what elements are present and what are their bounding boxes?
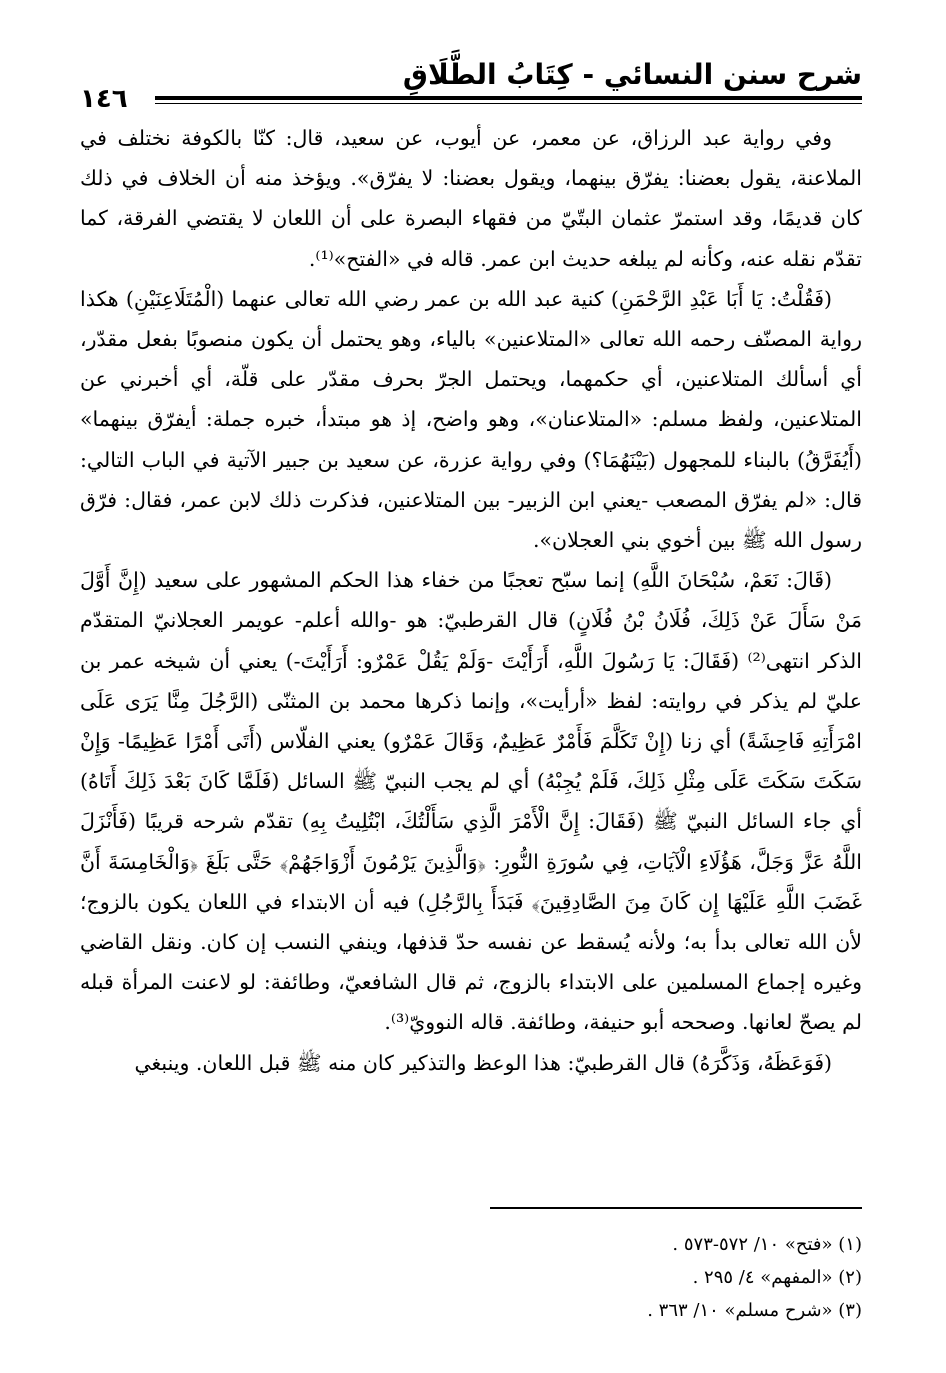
paragraph-4: (فَوَعَظَهُ، وَذَكَّرَهُ) قال القرطبيّ: هذا الوعظ والتذكير كان منه ﷺ قبل اللعان. وينبغي — [134, 1050, 832, 1075]
footnotes — [400, 1228, 862, 1327]
paragraph-2: (فَقُلْتُ: يَا أَبَا عَبْدِ الرَّحْمَنِ) كنية عبد الله بن عمر رضي الله تعالى عنهما (الْمُتَلَاعِنَيْنِ) هكذا رواية المصنّف رحمه الله تعالى «المتلاعنين» بالياء، وهو يحتمل أن يكون منصوبًا بفعل مقدّر، أي أسألك المتلاعنين، أي حكمهما، ويحتمل الجرّ بحرف مقدّر على قلّة، أي أخبرني عن المتلاعنين، ولفظ مسلم: «المتلاعنان»، وهو واضح، إذ هو مبتدأ، خبره جملة: أيفرّق بينهما» (أَيُفَرَّقُ) بالبناء للمجهول (بَيْنَهُمَا؟) وفي رواية عزرة، عن سعيد بن جبير الآتية في الباب التالي: قال: «لم يفرّق المصعب -يعني ابن الزبير- بين المتلاعنين، فذكرت ذلك لابن عمر، فقال: فرّق رسول الله ﷺ بين أخوي بني العجلان». — [80, 286, 862, 553]
paragraph-3: (قَالَ: نَعَمْ، سُبْحَانَ اللَّهِ) إنما سبّح تعجبًا من خفاء هذا الحكم المشهور على سعيد (إِنَّ أَوَّلَ مَنْ سَأَلَ عَنْ ذَلِكَ، فُلَانُ بْنُ فُلَانٍ) قال القرطبيّ: هو -والله أعلم- عويمر العجلانيّ المتقدّم الذكر انتهى⁽²⁾ (فَقَالَ: يَا رَسُولَ اللَّهِ، أَرَأَيْتَ -وَلَمْ يَقُلْ عَمْرٌو: أَرَأَيْتَ-) يعني أن شيخه عمر بن عليّ لم يذكر في روايته: لفظ «أرأيت»، وإنما ذكرها محمد بن المثنّى (الرَّجُلَ مِنَّا يَرَى عَلَى امْرَأَتِهِ فَاحِشَةً) أي زنا (إِنْ تَكَلَّمَ فَأَمْرٌ عَظِيمٌ، وَقَالَ عَمْرٌو) يعني الفلّاس (أَتَى أَمْرًا عَظِيمًا- وَإِنْ سَكَتَ سَكَتَ عَلَى مِثْلِ ذَلِكَ، فَلَمْ يُجِبْهُ) أي لم يجب النبيّ ﷺ السائل (فَلَمَّا كَانَ بَعْدَ ذَلِكَ أَتَاهُ) أي جاء السائل النبيّ ﷺ (فَقَالَ: إِنَّ الْأَمْرَ الَّذِي سَأَلْتُكَ، ابْتُلِيتُ بِهِ) تقدّم شرحه قريبًا (فَأَنْزَلَ اللَّهُ عَزَّ وَجَلَّ، هَؤُلَاءِ الْآيَاتِ، فِي سُورَةِ النُّورِ: ﴿وَالَّذِينَ يَرْمُونَ أَزْوَاجَهُمْ﴾ حَتَّى بَلَغَ ﴿وَالْخَامِسَةَ أَنَّ غَضَبَ اللَّهِ عَلَيْهَا إِن كَانَ مِنَ الصَّادِقِينَ﴾ فَبَدَأَ بِالرَّجُلِ) فيه أن الابتداء في اللعان يكون بالزوج؛ لأن الله تعالى بدأ به؛ ولأنه يُسقط عن نفسه حدّ قذفها، وينفي النسب إن كان. ونقل القاضي وغيره إجماع المسلمين على الابتداء بالزوج، ثم قال الشافعيّ، وطائفة: لو لاعنت المرأة قبله لم يصحّ لعانها. وصححه أبو حنيفة، وطائفة. قاله النوويّ⁽³⁾. — [80, 568, 862, 1035]
running-title: شرح سنن النسائي - كِتَابُ الطَّلَاقِ — [402, 58, 862, 91]
page-number: ١٤٦ — [80, 84, 128, 114]
footnote-3: (٣) «شرح مسلم» ١٠/ ٣٦٣ . — [647, 1300, 862, 1321]
header-rule-thin — [155, 103, 862, 104]
paragraph-1: وفي رواية عبد الرزاق، عن معمر، عن أيوب، عن سعيد، قال: كنّا بالكوفة نختلف في الملاعنة، يقول بعضنا: يفرّق بينهما، ويقول بعضنا: لا يفرّق». ويؤخذ منه أن الخلاف في ذلك كان قديمًا، وقد استمرّ عثمان البتّيّ من فقهاء البصرة على أن اللعان لا يقتضي الفرقة، كما تقدّم نقله عنه، وكأنه لم يبلغه حديث ابن عمر. قاله في «الفتح»⁽¹⁾. — [80, 126, 862, 271]
footnote-separator — [490, 1207, 862, 1209]
page-header — [80, 58, 862, 114]
main-text — [80, 118, 862, 1083]
footnote-2: (٢) «المفهم» ٤/ ٢٩٥ . — [692, 1267, 862, 1288]
header-rule-thick — [155, 96, 862, 100]
footnote-1: (١) «فتح» ١٠/ ٥٧٢-٥٧٣ . — [672, 1234, 862, 1255]
